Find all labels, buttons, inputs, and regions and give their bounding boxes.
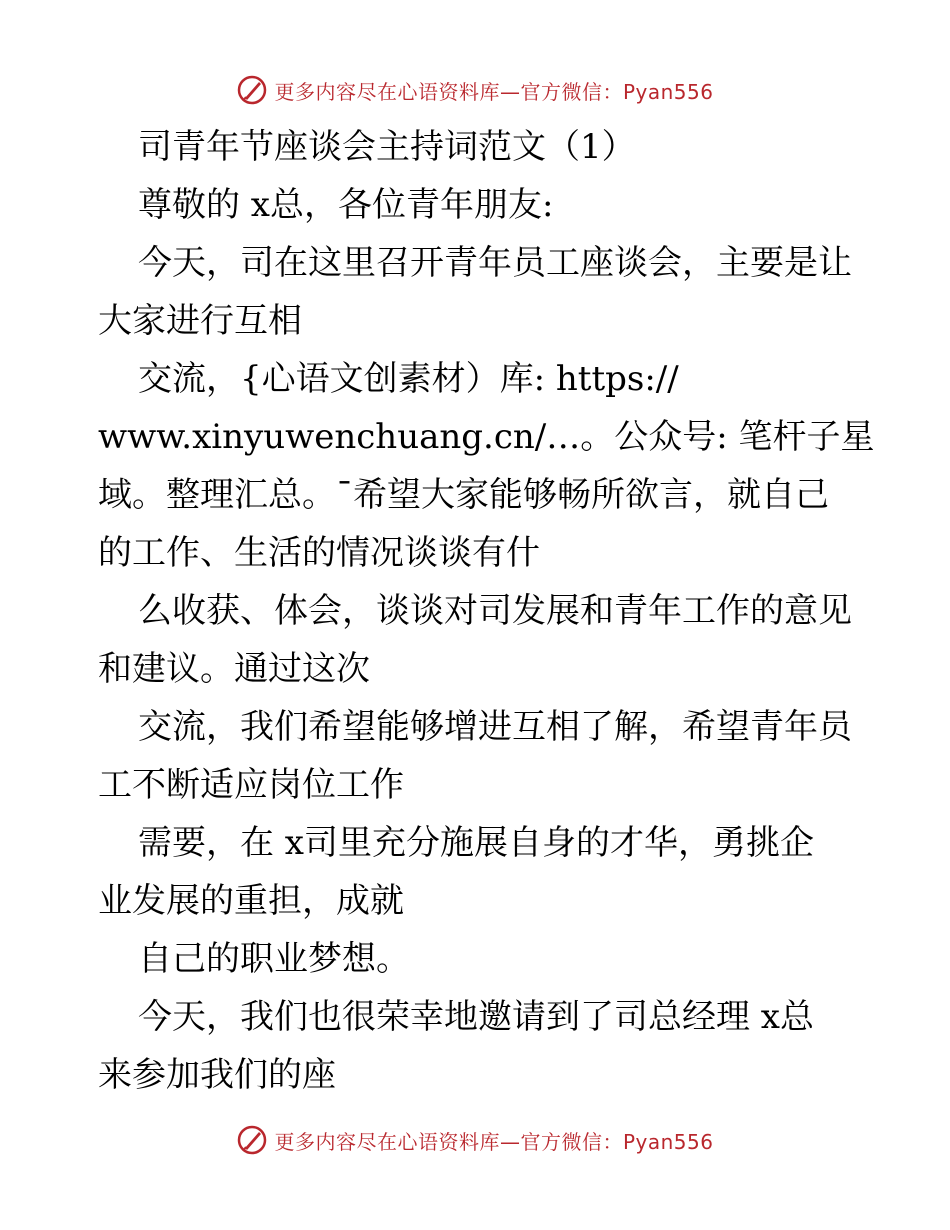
paragraph-line: 域。整理汇总。¯希望大家能够畅所欲言，就自己 bbox=[98, 475, 829, 515]
salutation: 尊敬的 x总，各位青年朋友: bbox=[138, 185, 554, 225]
paragraph-line: 来参加我们的座 bbox=[98, 1055, 336, 1095]
header-banner bbox=[0, 70, 950, 110]
quill-logo-icon bbox=[236, 74, 268, 106]
paragraph-line: 工不断适应岗位工作 bbox=[98, 765, 404, 805]
document-title: 司青年节座谈会主持词范文（1） bbox=[138, 127, 636, 167]
paragraph-line: 交流，我们希望能够增进互相了解，希望青年员 bbox=[138, 707, 852, 747]
paragraph-line: 交流，{心语文创素材）库: https:// bbox=[138, 359, 679, 399]
paragraph-line: 么收获、体会，谈谈对司发展和青年工作的意见 bbox=[138, 591, 852, 631]
header-banner-inner bbox=[236, 74, 713, 106]
footer-banner-text: 更多内容尽在心语资料库—官方微信：Pyan556 bbox=[274, 1129, 714, 1154]
header-banner-text: 更多内容尽在心语资料库—官方微信：Pyan556 bbox=[274, 79, 714, 104]
quill-logo-icon bbox=[236, 1124, 268, 1156]
paragraph-line: 今天，司在这里召开青年员工座谈会，主要是让 bbox=[138, 243, 852, 283]
paragraph-line: 自己的职业梦想。 bbox=[138, 939, 410, 979]
paragraph-line: 今天，我们也很荣幸地邀请到了司总经理 x总 bbox=[138, 997, 814, 1037]
footer-banner bbox=[0, 1120, 950, 1160]
document-body bbox=[98, 118, 875, 1104]
paragraph-line: 大家进行互相 bbox=[98, 301, 302, 341]
footer-banner-inner bbox=[236, 1124, 713, 1156]
paragraph-line: 需要，在 x司里充分施展自身的才华，勇挑企 bbox=[138, 823, 814, 863]
paragraph-line: www.xinyuwenchuang.cn/…。公众号: 笔杆子星 bbox=[98, 417, 875, 457]
paragraph-line: 的工作、生活的情况谈谈有什 bbox=[98, 533, 540, 573]
paragraph-line: 业发展的重担，成就 bbox=[98, 881, 404, 921]
paragraph-line: 和建议。通过这次 bbox=[98, 649, 370, 689]
